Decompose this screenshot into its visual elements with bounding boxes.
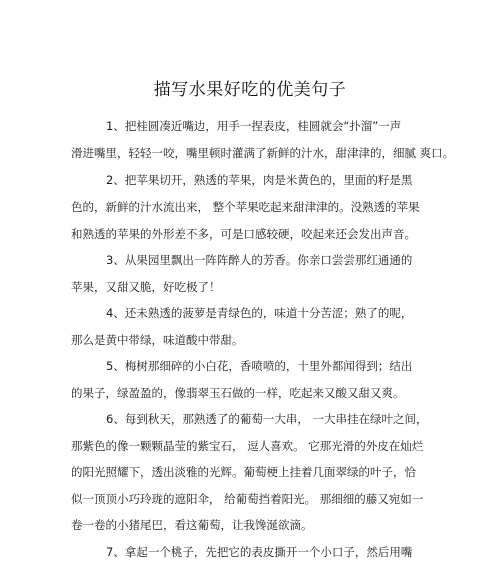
- paragraph-6-line-4: 似一顶顶小巧玲珑的遮阳伞， 给葡萄挡着阳光。 那细细的藤又宛如一: [71, 492, 424, 506]
- paragraph-1-line-1: 1、把桂圆凑近嘴边，用手一捏表皮，桂圆就会“扑溜”一声: [106, 119, 402, 133]
- paragraph-6-line-5: 卷一卷的小猪尾巴，看这葡萄，让我馋涎欲滴。: [71, 518, 313, 532]
- paragraph-2-line-2: 色的，新鲜的汁水流出来， 整个苹果吃起来甜津津的。没熟透的苹果: [71, 200, 420, 214]
- paragraph-2-line-3: 和熟透的苹果的外形差不多，可是口感较硬，咬起来还会发出声音。: [71, 227, 416, 241]
- paragraph-5-line-2: 的果子，绿盈盈的，像翡翠玉石做的一样，吃起来又酸又甜又爽。: [71, 386, 405, 400]
- paragraph-2-line-1: 2、把苹果切开，熟透的苹果，肉是米黄色的，里面的籽是黑: [106, 173, 413, 187]
- paragraph-4-line-2: 那么是黄中带绿，味道酸中带甜。: [71, 333, 244, 347]
- paragraph-7-line-1: 7、拿起一个桃子，先把它的表皮撕开一个小口子，然后用嘴: [106, 545, 413, 559]
- paragraph-3-line-2: 苹果，又甜又脆，好吃极了！: [71, 280, 221, 294]
- paragraph-4-line-1: 4、还未熟透的菠萝是青绿色的，味道十分苦涩；熟了的呢，: [106, 306, 413, 320]
- document-title: 描写水果好吃的优美句子: [153, 80, 347, 100]
- paragraph-6-line-1: 6、每到秋天，那熟透了的葡萄一大串， 一大串挂在绿叶之间，: [106, 412, 428, 426]
- paragraph-6-line-3: 的阳光照耀下，透出淡雅的光辉。葡萄梗上挂着几面翠绿的叶子，恰: [71, 465, 416, 479]
- paragraph-3-line-1: 3、从果园里飘出一阵阵醉人的芳香。你亲口尝尝那红通通的: [106, 253, 413, 267]
- paragraph-6-line-2: 那紫色的像一颗颗晶莹的紫宝石， 逗人喜欢。 它那光滑的外皮在灿烂: [71, 439, 424, 453]
- paragraph-5-line-1: 5、梅树那细碎的小白花，香喷喷的，十里外都闻得到；结出: [106, 359, 413, 373]
- paragraph-1-line-2: 滑进嘴里，轻轻一咬，嘴里顿时灌满了新鲜的汁水，甜津津的，细腻 爽口。: [71, 146, 455, 160]
